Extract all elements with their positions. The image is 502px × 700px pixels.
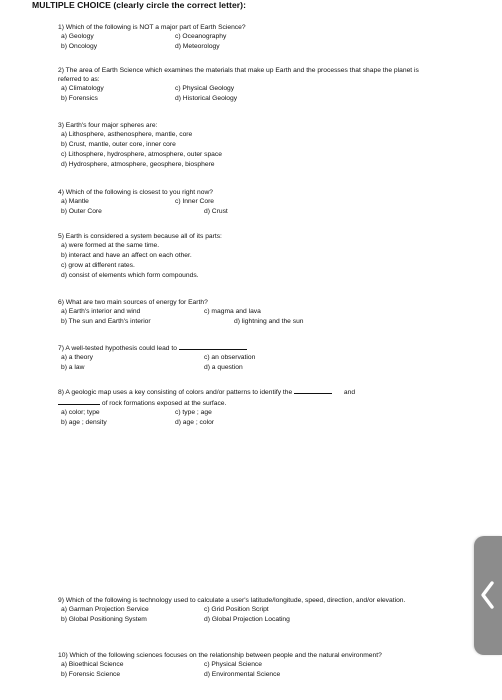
q9-option-d[interactable]: d) Global Projection Locating: [204, 615, 290, 623]
question-8-stem-part-1: 8) A geologic map uses a key consisting of colors and/or patterns to identify the: [58, 389, 293, 396]
question-5-stem: 5) Earth is considered a system because all of its parts:: [58, 233, 222, 240]
question-3-stem: 3) Earth's four major spheres are:: [58, 122, 158, 129]
q7-option-d[interactable]: d) a question: [204, 363, 243, 371]
question-1-stem: 1) Which of the following is NOT a major part of Earth Science?: [58, 24, 246, 31]
q9-option-b[interactable]: b) Global Positioning System: [61, 615, 147, 623]
q10-option-b[interactable]: b) Forensic Science: [61, 670, 121, 678]
question-7: [58, 343, 256, 374]
q8-answer-blank-2[interactable]: [58, 398, 100, 405]
q4-option-b[interactable]: b) Outer Core: [61, 207, 102, 215]
question-6: [58, 299, 304, 328]
q4-option-d[interactable]: d) Crust: [204, 207, 228, 215]
question-8-stem-line-1: [58, 387, 355, 398]
q1-option-a[interactable]: a) Geology: [61, 32, 94, 40]
q10-option-a[interactable]: a) Bioethical Science: [61, 660, 124, 668]
question-4: [58, 189, 228, 218]
q2-option-b[interactable]: b) Forensics: [61, 94, 98, 102]
question-10: [58, 652, 413, 681]
question-8: [58, 387, 355, 429]
q7-option-b[interactable]: b) a law: [61, 363, 85, 371]
q2-option-d[interactable]: d) Historical Geology: [175, 94, 238, 102]
q5-option-b[interactable]: b) interact and have an affect on each other.: [61, 251, 192, 259]
question-9: [58, 597, 408, 626]
q8-option-d[interactable]: d) age ; color: [175, 418, 215, 426]
q10-option-c[interactable]: c) Physical Science: [204, 660, 262, 668]
q8-option-c[interactable]: c) type ; age: [175, 408, 212, 416]
question-8-stem-and: and: [343, 389, 356, 396]
q8-answer-blank-1[interactable]: [294, 387, 332, 394]
q3-option-a[interactable]: a) Lithosphere, asthenosphere, mantle, core: [61, 130, 193, 138]
q7-option-c[interactable]: c) an observation: [204, 353, 256, 361]
q1-option-c[interactable]: c) Oceanography: [175, 32, 227, 40]
q3-option-b[interactable]: b) Crust, mantle, outer core, inner core: [61, 140, 176, 148]
q1-option-d[interactable]: d) Meteorology: [175, 42, 220, 50]
question-6-stem: 6) What are two main sources of energy for Earth?: [58, 299, 208, 306]
question-1: [58, 24, 246, 53]
chevron-left-icon: [479, 580, 497, 610]
question-5: [58, 233, 222, 282]
question-10-stem: 10) Which of the following sciences focuses on the relationship between people and the natural environment?: [58, 652, 382, 659]
question-7-stem-line: [58, 343, 247, 354]
q9-option-c[interactable]: c) Grid Position Script: [204, 605, 269, 613]
question-2: [58, 67, 438, 105]
q1-option-b[interactable]: b) Oncology: [61, 42, 98, 50]
question-2-stem: 2) The area of Earth Science which examines the materials that make up Earth and the processes that shape the planet is referred to as:: [58, 67, 419, 83]
question-4-stem: 4) Which of the following is closest to you right now?: [58, 189, 214, 196]
q9-option-a[interactable]: a) Garman Projection Service: [61, 605, 149, 613]
q2-option-c[interactable]: c) Physical Geology: [175, 84, 235, 92]
q6-option-d[interactable]: d) lightning and the sun: [234, 317, 304, 325]
question-8-stem-line-2: [58, 398, 355, 409]
q7-answer-blank[interactable]: [179, 343, 247, 350]
q8-option-a[interactable]: a) color; type: [61, 408, 100, 416]
q8-option-b[interactable]: b) age ; density: [61, 418, 107, 426]
side-panel-handle[interactable]: [474, 536, 502, 655]
q6-option-c[interactable]: c) magma and lava: [204, 307, 261, 315]
q4-option-a[interactable]: a) Mantle: [61, 197, 89, 205]
question-3: [58, 122, 222, 171]
q5-option-d[interactable]: d) consist of elements which form compounds.: [61, 271, 199, 279]
q6-option-a[interactable]: a) Earth's interior and wind: [61, 307, 141, 315]
q5-option-a[interactable]: a) were formed at the same time.: [61, 241, 160, 249]
q10-option-d[interactable]: d) Environmental Science: [204, 670, 281, 678]
q5-option-c[interactable]: c) grow at different rates.: [61, 261, 135, 269]
question-9-stem: 9) Which of the following is technology used to calculate a user's latitude/longitude, speed, direction, and/or elevation.: [58, 597, 406, 604]
question-8-stem-part-2: of rock formations exposed at the surface.: [101, 399, 227, 407]
q6-option-b[interactable]: b) The sun and Earth's interior: [61, 317, 151, 325]
q2-option-a[interactable]: a) Climatology: [61, 84, 104, 92]
q4-option-c[interactable]: c) Inner Core: [175, 197, 215, 205]
q3-option-d[interactable]: d) Hydrosphere, atmosphere, geosphere, biosphere: [61, 160, 215, 168]
q7-option-a[interactable]: a) a theory: [61, 353, 93, 361]
section-heading: MULTIPLE CHOICE (clearly circle the correct letter):: [32, 0, 246, 10]
q3-option-c[interactable]: c) Lithosphere, hydrosphere, atmosphere, outer space: [61, 150, 222, 158]
question-7-stem: 7) A well-tested hypothesis could lead to: [58, 345, 177, 352]
